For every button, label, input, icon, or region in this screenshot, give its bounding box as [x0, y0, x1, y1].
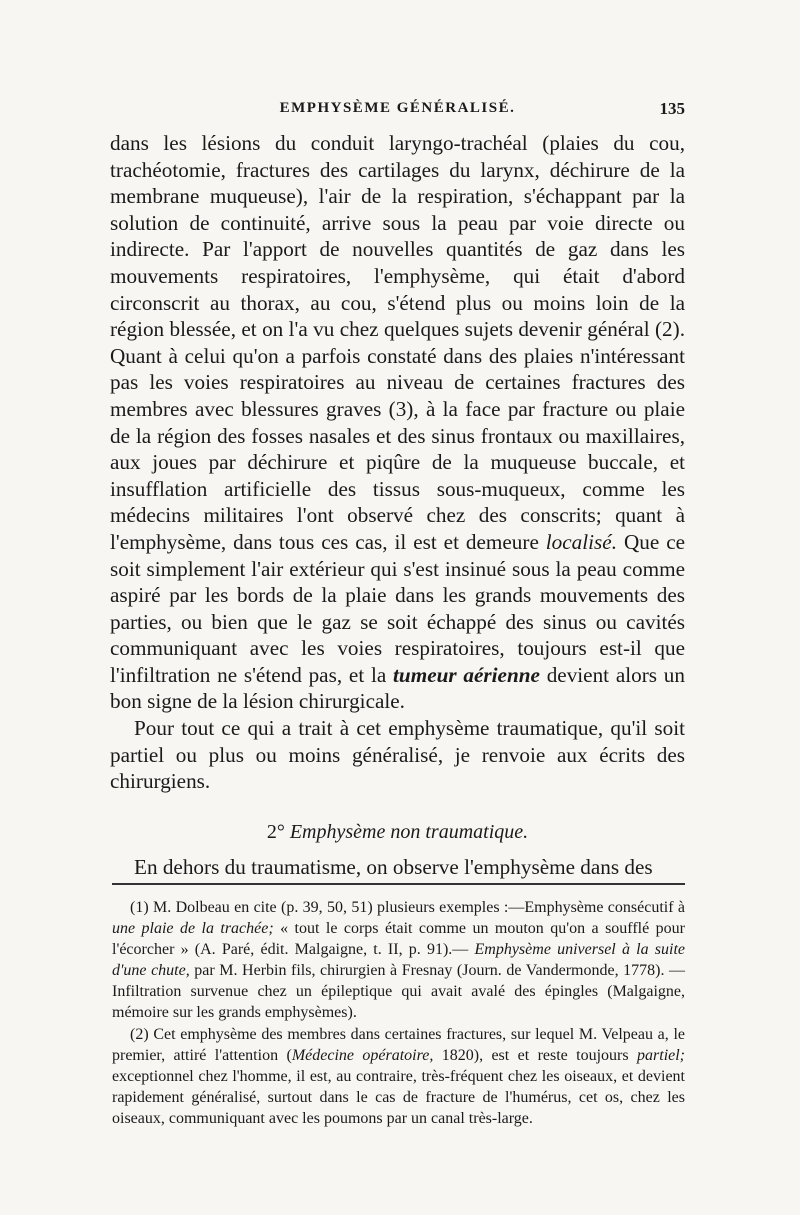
- footnote-1-emphasis-d: Emphysème universel à la suite d'une chute,: [112, 941, 686, 980]
- running-head: [110, 100, 685, 124]
- running-title: EMPHYSÈME GÉNÉRALISÉ.: [279, 100, 516, 116]
- footnote-1: [112, 897, 685, 1024]
- footnote-rule: [112, 883, 685, 885]
- footnote-1-text-a: (1) M. Dolbeau en cite (p. 39, 50, 51) plusieurs exemples :—Emphysème consécutif à: [130, 899, 685, 916]
- footnote-1-text-c: « tout le corps était comme un mouton qu'on a soufflé pour l'écorcher » (A. Paré, édit. Malgaigne, t. II, p. 91).—: [112, 920, 685, 959]
- footnote-2-emphasis-d: partiel;: [637, 1046, 686, 1064]
- footnote-1-text-e: par M. Herbin fils, chirurgien à Fresnay (Journ. de Vandermonde, 1778). — Infiltration survenue chez un épileptique qui avait avalé des épingles (Malgaigne, mémoire sur les grands emphysèmes).: [112, 962, 686, 1022]
- footnote-2-text-c: 1820), est et reste toujours: [433, 1046, 638, 1064]
- footnote-2-text-e: exceptionnel chez l'homme, il est, au contraire, très-fréquent chez les oiseaux, et devient rapidement généralisé, surtout dans le cas de fracture de l'humérus, cet os, chez les oiseaux, communiquant avec les poumons par un canal très-large.: [112, 1067, 685, 1127]
- paragraph-1: [110, 130, 685, 715]
- section-title: Emphysème non traumatique.: [284, 820, 529, 843]
- paragraph-2: Pour tout ce qui a trait à cet emphysème traumatique, qu'il soit partiel ou plus ou moins généralisé, je renvoie aux écrits des chirurgiens.: [110, 716, 685, 794]
- emphasis-localise: localisé.: [545, 529, 617, 554]
- footnote-2-emphasis-b: Médecine opératoire,: [291, 1046, 434, 1064]
- section-heading: [110, 819, 685, 845]
- section-number: 2°: [266, 820, 285, 843]
- emphasis-tumeur-aerienne: tumeur aérienne: [393, 662, 540, 687]
- footnote-1-emphasis-b: une plaie de la trachée;: [112, 920, 274, 938]
- footnote-2-text-a: (2) Cet emphysème des membres dans certaines fractures, sur lequel M. Velpeau a, le premier, attiré l'attention (: [112, 1025, 685, 1064]
- footnote-2: [112, 1024, 685, 1129]
- paragraph-1-text-e: devient alors un bon signe de la lésion chirurgicale.: [110, 662, 685, 714]
- paragraph-1-text-c: Que ce soit simplement l'air extérieur qui s'est insinué sous la peau comme aspiré par les bords de la plaie dans les grands mouvements des parties, ou bien que le gaz se soit échappé des sinus ou cavités communiquant avec les voies respiratoires, toujours est-il que l'infiltration ne s'étend pas, et la: [110, 529, 685, 687]
- page-number: 135: [659, 99, 685, 118]
- paragraph-1-text-a: dans les lésions du conduit laryngo-trachéal (plaies du cou, trachéotomie, fractures des cartilages du larynx, déchirure de la membrane muqueuse), l'air de la respiration, s'échappant par la solution de continuité, arrive sous la peau par voie directe ou indirecte. Par l'apport de nouvelles quantités de gaz dans les mouvements respiratoires, l'emphysème, qui était d'abord circonscrit au thorax, au cou, s'étend plus ou moins loin de la région blessée, et on l'a vu chez quelques sujets devenir général (2). Quant à celui qu'on a parfois constaté dans des plaies n'intéressant pas les voies respiratoires au niveau de certaines fractures des membres avec blessures graves (3), à la face par fracture ou plaie de la région des fosses nasales et des sinus frontaux ou maxillaires, aux joues par déchirure et piqûre de la muqueuse buccale, et insufflation artificielle des tissus sous-muqueux, comme les médecins militaires l'ont observé chez des conscrits; quant à l'emphysème, dans tous ces cas, il est et demeure: [110, 131, 685, 554]
- paragraph-3: En dehors du traumatisme, on observe l'emphysème dans des: [134, 854, 653, 879]
- footnotes: [112, 897, 685, 1129]
- main-text: [110, 130, 685, 880]
